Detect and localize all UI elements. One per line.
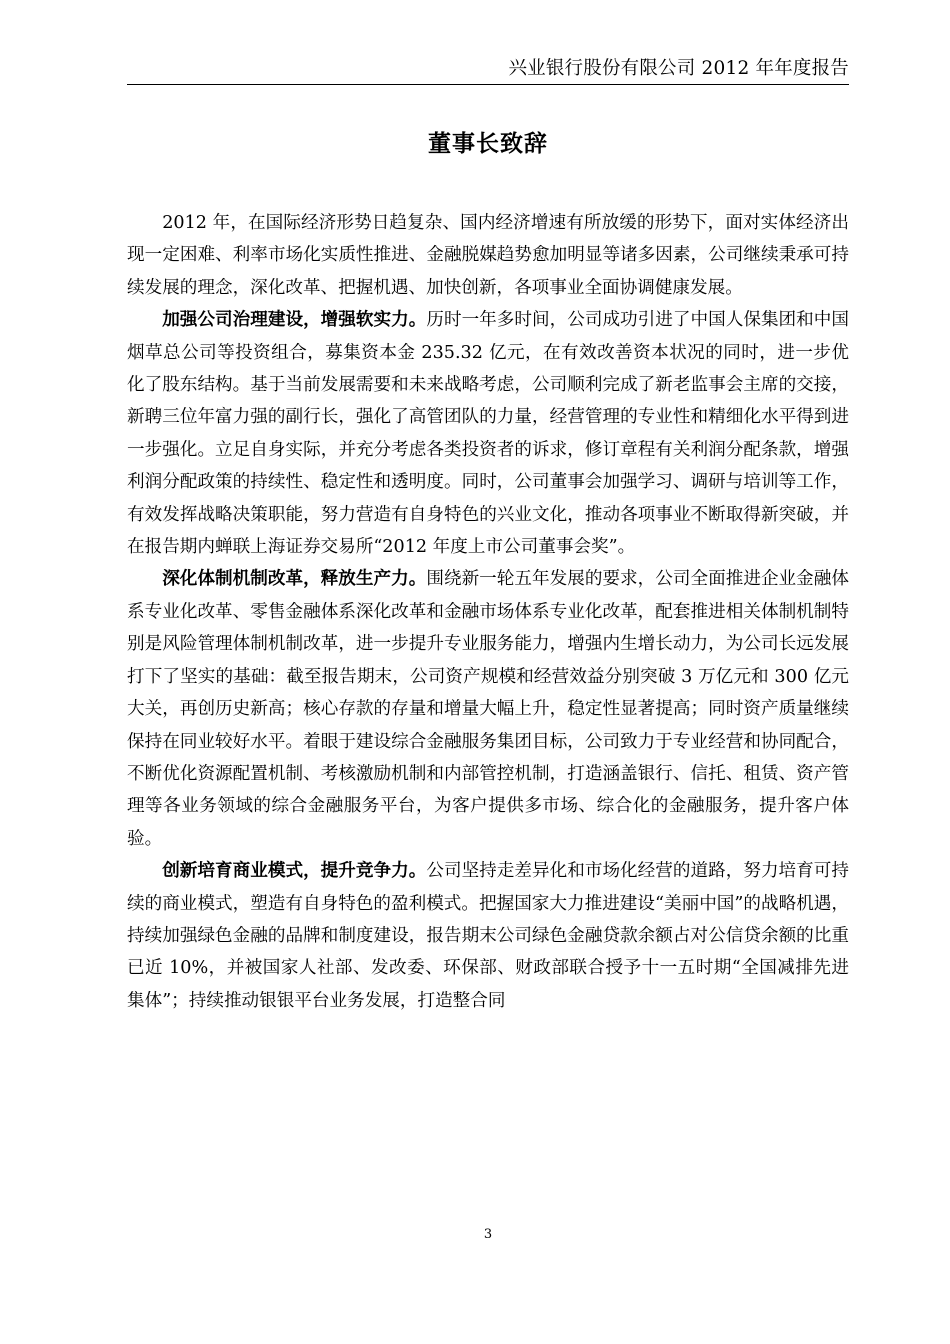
report-header-title: 兴业银行股份有限公司 2012 年年度报告 <box>508 58 849 79</box>
body-text <box>127 207 849 1017</box>
paragraph-text: 围绕新一轮五年发展的要求，公司全面推进企业金融体系专业化改革、零售金融体系深化改革和金融市场体系专业化改革，配套推进相关体制机制特别是风险管理体制机制改革，进一步提升专业服务能力，增强内生增长动力，为公司长远发展打下了坚实的基础：截至报告期末，公司资产规模和经营效益分别突破 3 万亿元和 300 亿元大关，再创历史新高；核心存款的存量和增量大幅上升，稳定性显著提高；同时资产质量继续保持在同业较好水平。着眼于建设综合金融服务集团目标，公司致力于专业经营和协同配合，不断优化资源配置机制、考核激励机制和内部管控机制，打造涵盖银行、信托、租赁、资产管理等各业务领域的综合金融服务平台，为客户提供多市场、综合化的金融服务，提升客户体验。 <box>127 569 849 849</box>
paragraph-reform <box>127 563 849 855</box>
paragraph-innovation <box>127 855 849 1017</box>
paragraph-text: 历时一年多时间，公司成功引进了中国人保集团和中国烟草总公司等投资组合，募集资本金 235.32 亿元，在有效改善资本状况的同时，进一步优化了股东结构。基于当前发展需要和未来战略考虑，公司顺利完成了新老监事会主席的交接，新聘三位年富力强的副行长，强化了高管团队的力量，经营管理的专业性和精细化水平得到进一步强化。立足自身实际，并充分考虑各类投资者的诉求，修订章程有关利润分配条款，增强利润分配政策的持续性、稳定性和透明度。同时，公司董事会加强学习、调研与培训等工作，有效发挥战略决策职能，努力营造有自身特色的兴业文化，推动各项事业不断取得新突破，并在报告期内蝉联上海证券交易所“2012 年度上市公司董事会奖”。 <box>127 310 849 558</box>
paragraph-lead: 加强公司治理建设，增强软实力。 <box>162 309 427 331</box>
paragraph-lead: 深化体制机制改革，释放生产力。 <box>162 568 427 590</box>
paragraph-intro <box>127 207 849 304</box>
paragraph-text: 公司坚持走差异化和市场化经营的道路，努力培育可持续的商业模式，塑造有自身特色的盈利模式。把握国家大力推进建设“美丽中国”的战略机遇，持续加强绿色金融的品牌和制度建设，报告期末公司绿色金融贷款余额占对公信贷余额的比重已近 10%，并被国家人社部、发改委、环保部、财政部联合授予十一五时期“全国减排先进集体”；持续推动银银平台业务发展，打造整合同 <box>127 861 849 1011</box>
paragraph-lead: 创新培育商业模式，提升竞争力。 <box>162 860 427 882</box>
paragraph-text: 2012 年，在国际经济形势日趋复杂、国内经济增速有所放缓的形势下，面对实体经济出现一定困难、利率市场化实质性推进、金融脱媒趋势愈加明显等诸多因素，公司继续秉承可持续发展的理念，深化改革、把握机遇、加快创新，各项事业全面协调健康发展。 <box>127 213 849 298</box>
page-number: 3 <box>483 1227 493 1242</box>
paragraph-governance <box>127 304 849 563</box>
page-title: 董事长致辞 <box>428 130 548 157</box>
page-header <box>127 58 849 85</box>
